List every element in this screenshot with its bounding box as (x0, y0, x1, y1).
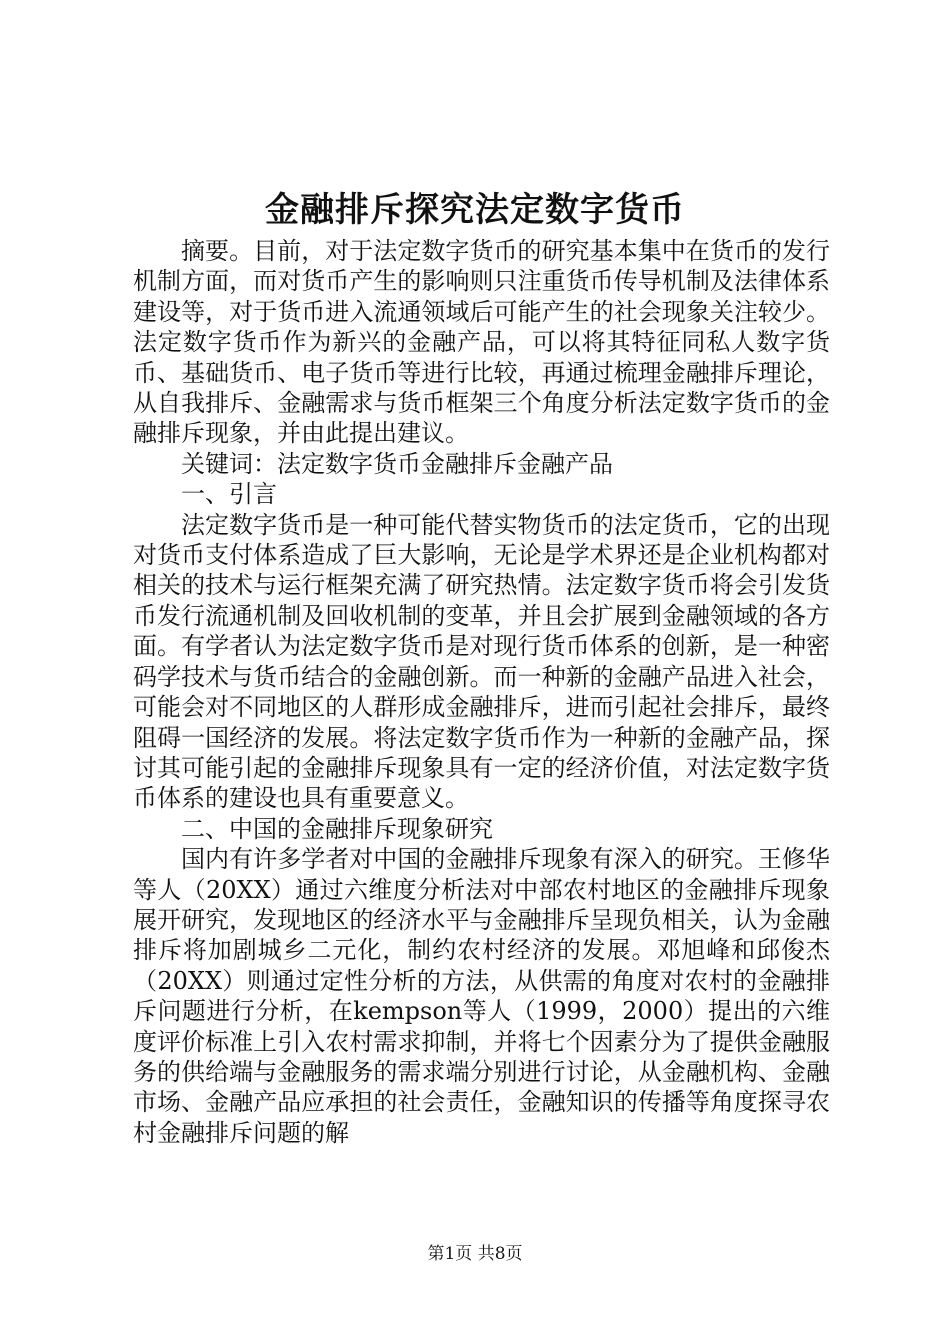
introduction-paragraph: 法定数字货币是一种可能代替实物货币的法定货币，它的出现对货币支付体系造成了巨大影响，无论是学术界还是企业机构都对相关的技术与运行框架充满了研究热情。法定数字货币将会引发货币发行流通机制及回收机制的变革，并且会扩展到金融领域的各方面。有学者认为法定数字货币是对现行货币体系的创新，是一种密码学技术与货币结合的金融创新。而一种新的金融产品进入社会，可能会对不同地区的人群形成金融排斥，进而引起社会排斥，最终阻碍一国经济的发展。将法定数字货币作为一种新的金融产品，探讨其可能引起的金融排斥现象具有一定的经济价值，对法定数字货币体系的建设也具有重要意义。 (133, 510, 830, 813)
section-heading-introduction: 一、引言 (181, 480, 277, 509)
document-title: 金融排斥探究法定数字货币 (265, 190, 685, 230)
china-research-paragraph: 国内有许多学者对中国的金融排斥现象有深入的研究。王修华等人（20XX）通过六维度分析法对中部农村地区的金融排斥现象展开研究，发现地区的经济水平与金融排斥呈现负相关，认为金融排斥将加剧城乡二元化，制约农村经济的发展。邓旭峰和邱俊杰（20XX）则通过定性分析的方法，从供需的角度对农村的金融排斥问题进行分析，在kempson等人（1999，2000）提出的六维度评价标准上引入农村需求抑制，并将七个因素分为了提供金融服务的供给端与金融服务的需求端分别进行讨论，从金融机构、金融市场、金融产品应承担的社会责任，金融知识的传播等角度探寻农村金融排斥问题的解 (133, 845, 830, 1147)
document-body (133, 236, 830, 1148)
abstract-paragraph: 摘要。目前，对于法定数字货币的研究基本集中在货币的发行机制方面，而对货币产生的影响则只注重货币传导机制及法律体系建设等，对于货币进入流通领域后可能产生的社会现象关注较少。法定数字货币作为新兴的金融产品，可以将其特征同私人数字货币、基础货币、电子货币等进行比较，再通过梳理金融排斥理论，从自我排斥、金融需求与货币框架三个角度分析法定数字货币的金融排斥现象，并由此提出建议。 (133, 237, 830, 448)
section-heading-china-research: 二、中国的金融排斥现象研究 (181, 814, 493, 843)
keywords-line: 关键词：法定数字货币金融排斥金融产品 (181, 449, 613, 478)
page-footer: 第1页 共8页 (427, 1244, 523, 1264)
